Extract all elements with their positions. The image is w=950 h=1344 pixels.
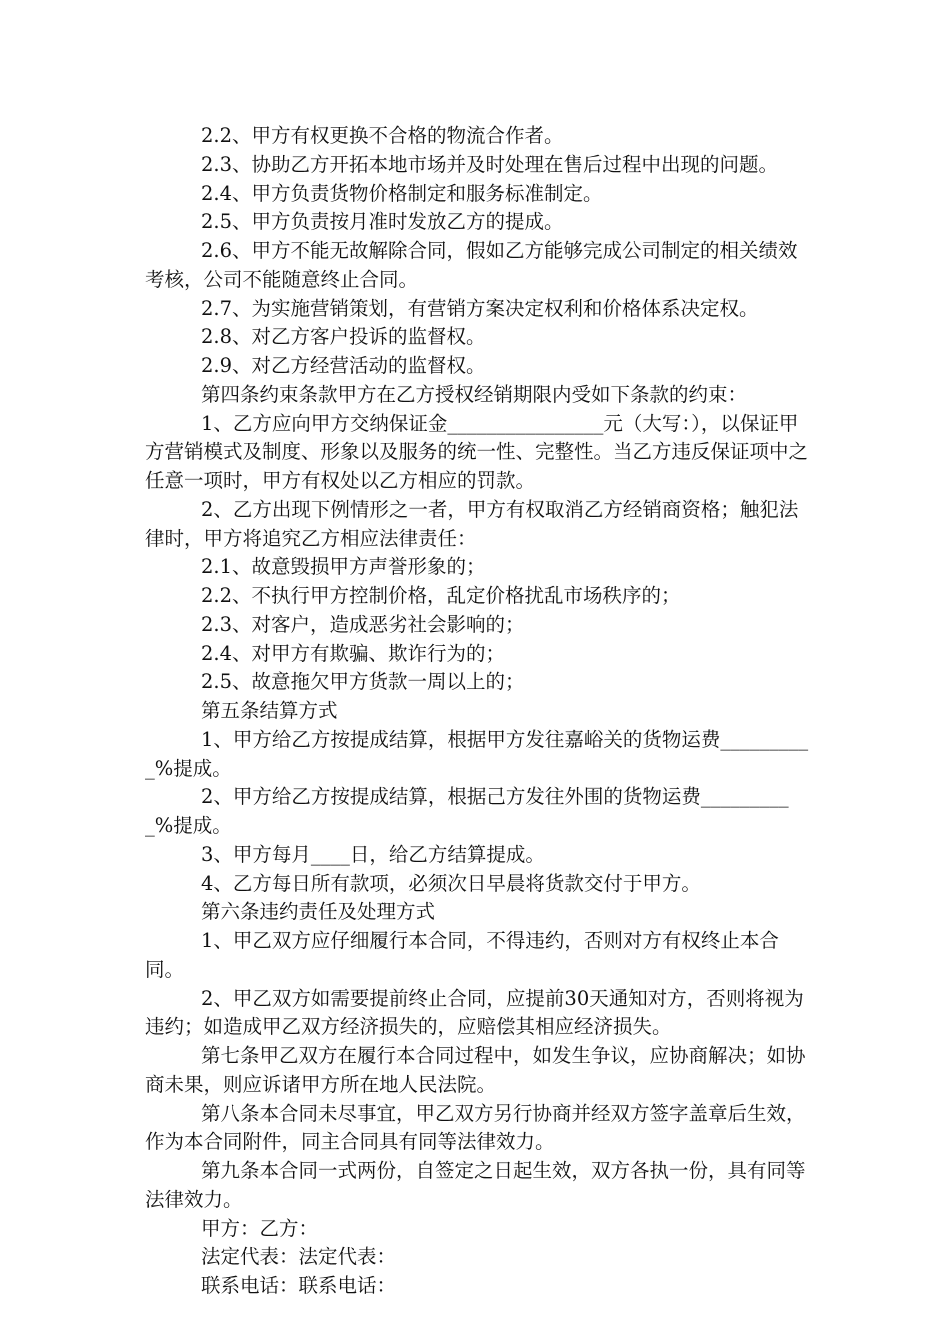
article-5-item-2: 2、甲方给乙方按提成结算，根据己方发往外围的货物运费__________%提成。 [145, 785, 789, 837]
contract-body [145, 122, 810, 1301]
clause-2-2: 2.2、甲方有权更换不合格的物流合作者。 [201, 124, 564, 147]
article-4-sub-2-5: 2.5、故意拖欠甲方货款一周以上的； [201, 670, 525, 694]
article-5-item-1: 1、甲方给乙方按提成结算，根据甲方发往嘉峪关的货物运费__________%提成。 [145, 727, 809, 780]
article-5-item-3: 3、甲方每月____日，给乙方结算提成。 [201, 842, 545, 866]
article-9: 第九条本合同一式两份，自签定之日起生效，双方各执一份，具有同等法律效力。 [145, 1159, 806, 1211]
article-4-item-1: 1、乙方应向甲方交纳保证金________________元（大写：），以保证甲方营销模式及制度、形象以及服务的统一性、完整性。当乙方违反保证项中之任意一项时，甲方有权处以乙方相应的罚款。 [145, 411, 809, 492]
article-4-item-2: 2、乙方出现下例情形之一者，甲方有权取消乙方经销商资格；触犯法律时，甲方将追究乙方相应法律责任： [145, 497, 799, 550]
article-6-item-1: 1、甲乙双方应仔细履行本合同，不得违约，否则对方有权终止本合同。 [145, 929, 779, 981]
signature-phones: 联系电话：联系电话： [201, 1274, 397, 1297]
article-4-sub-2-2: 2.2、不执行甲方控制价格，乱定价格扰乱市场秩序的； [201, 584, 681, 607]
clause-2-8: 2.8、对乙方客户投诉的监督权。 [201, 325, 486, 349]
article-7: 第七条甲乙双方在履行本合同过程中，如发生争议，应协商解决；如协商未果，则应诉诸甲方所在地人民法院。 [145, 1044, 806, 1096]
article-8: 第八条本合同未尽事宜，甲乙双方另行协商并经双方签字盖章后生效，作为本合同附件，同主合同具有同等法律效力。 [145, 1101, 806, 1154]
clause-2-3: 2.3、协助乙方开拓本地市场并及时处理在售后过程中出现的问题。 [201, 152, 779, 176]
signature-representatives: 法定代表：法定代表： [201, 1245, 397, 1269]
article-6-item-2: 2、甲乙双方如需要提前终止合同，应提前30天通知对方，否则将视为违约；如造成甲乙双方经济损失的，应赔偿其相应经济损失。 [145, 986, 804, 1039]
clause-2-4: 2.4、甲方负责货物价格制定和服务标准制定。 [201, 181, 603, 205]
article-4-sub-2-4: 2.4、对甲方有欺骗、欺诈行为的； [201, 641, 506, 665]
article-5-heading: 第五条结算方式 [201, 699, 338, 722]
clause-2-6: 2.6、甲方不能无故解除合同，假如乙方能够完成公司制定的相关绩效考核，公司不能随意终止合同。 [145, 239, 798, 291]
article-5-item-4: 4、乙方每日所有款项，必须次日早晨将货款交付于甲方。 [201, 871, 701, 895]
article-4-sub-2-3: 2.3、对客户，造成恶劣社会影响的； [201, 612, 525, 636]
clause-2-9: 2.9、对乙方经营活动的监督权。 [201, 354, 486, 377]
clause-2-5: 2.5、甲方负责按月准时发放乙方的提成。 [201, 210, 564, 234]
article-4-sub-2-1: 2.1、故意毁损甲方声誉形象的； [201, 555, 486, 579]
clause-2-7: 2.7、为实施营销策划，有营销方案决定权利和价格体系决定权。 [201, 296, 759, 320]
article-6-heading: 第六条违约责任及处理方式 [201, 900, 436, 924]
signature-parties: 甲方：乙方： [201, 1216, 319, 1240]
article-4-heading: 第四条约束条款甲方在乙方授权经销期限内受如下条款的约束： [201, 382, 748, 406]
